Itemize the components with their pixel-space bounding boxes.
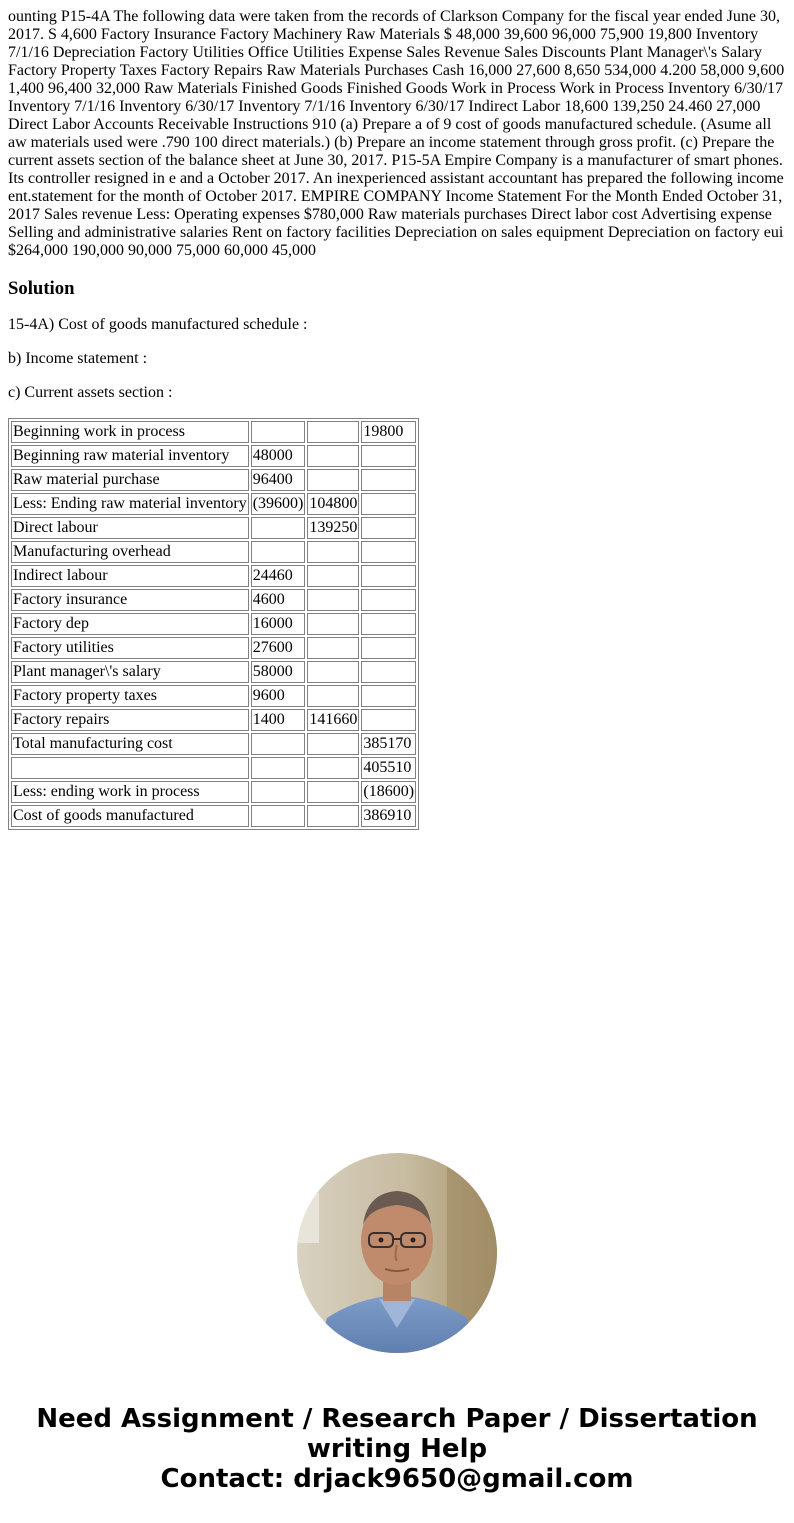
- amount-cell: 24460: [251, 565, 306, 587]
- amount-cell: [251, 757, 306, 779]
- amount-cell: [307, 421, 359, 443]
- table-row: [11, 661, 416, 683]
- amount-cell: [251, 805, 306, 827]
- promo-line-1: Need Assignment / Research Paper / Dissertation: [36, 1404, 758, 1434]
- table-row: [11, 565, 416, 587]
- amount-cell: 19800: [361, 421, 416, 443]
- table-row: [11, 685, 416, 707]
- table-row: [11, 493, 416, 515]
- amount-cell: [307, 637, 359, 659]
- table-row: [11, 589, 416, 611]
- amount-cell: [307, 781, 359, 803]
- row-label-cell: Beginning work in process: [11, 421, 249, 443]
- part-b-label: b) Income statement :: [8, 350, 148, 367]
- amount-cell: [361, 445, 416, 467]
- amount-cell: [361, 493, 416, 515]
- amount-cell: [307, 757, 359, 779]
- amount-cell: [361, 589, 416, 611]
- table-row: [11, 517, 416, 539]
- amount-cell: 1400: [251, 709, 306, 731]
- amount-cell: 48000: [251, 445, 306, 467]
- question-text: ounting P15-4A The following data were taken from the records of Clarkson Company for the fiscal year ended June 30, 2017. S 4,600 Factory Insurance Factory Machinery Raw Materials $ 48,000 39,600 96,000 75,900 19,800 Inventory 7/1/16 Depreciation Factory Utilities Office Utilities Expense Sales Revenue Sales Discounts Plant Manager\'s Salary Factory Property Taxes Factory Repairs Raw Materials Purchases Cash 16,000 27,600 8,650 534,000 4.200 58,000 9,600 1,400 96,400 32,000 Raw Materials Finished Goods Finished Goods Work in Process Work in Process Inventory 6/30/17 Inventory 7/1/16 Inventory 6/30/17 Inventory 7/1/16 Inventory 6/30/17 Indirect Labor 18,600 139,250 24.460 27,000 Direct Labor Accounts Receivable Instructions 910 (a) Prepare a of 9 cost of goods manufactured schedule. (Asume all aw materials used were .790 100 direct materials.) (b) Prepare an income statement through gross profit. (c) Prepare the current assets section of the balance sheet at June 30, 2017. P15-5A Empire Company is a manufacturer of smart phones. Its controller resigned in e and a October 2017. An inexperienced assistant accountant has prepared the following income ent.statement for the month of October 2017. EMPIRE COMPANY Income Statement For the Month Ended October 31, 2017 Sales revenue Less: Operating expenses $780,000 Raw materials purchases Direct labor cost Advertising expense Selling and administrative salaries Rent on factory facilities Depreciation on sales equipment Depreciation on factory eui $264,000 190,000 90,000 75,000 60,000 45,000: [8, 8, 785, 259]
- amount-cell: [251, 733, 306, 755]
- amount-cell: 9600: [251, 685, 306, 707]
- row-label-cell: Cost of goods manufactured: [11, 805, 249, 827]
- amount-cell: [307, 565, 359, 587]
- amount-cell: [361, 637, 416, 659]
- amount-cell: 386910: [361, 805, 416, 827]
- amount-cell: [361, 565, 416, 587]
- row-label-cell: [11, 757, 249, 779]
- table-row: [11, 805, 416, 827]
- row-label-cell: Factory utilities: [11, 637, 249, 659]
- table-row: [11, 445, 416, 467]
- amount-cell: 405510: [361, 757, 416, 779]
- amount-cell: [251, 421, 306, 443]
- table-row: [11, 709, 416, 731]
- amount-cell: [361, 517, 416, 539]
- amount-cell: [307, 733, 359, 755]
- amount-cell: [361, 661, 416, 683]
- amount-cell: 139250: [307, 517, 359, 539]
- amount-cell: 385170: [361, 733, 416, 755]
- table-row: [11, 469, 416, 491]
- amount-cell: [361, 541, 416, 563]
- amount-cell: 104800: [307, 493, 359, 515]
- table-row: [11, 421, 416, 443]
- row-label-cell: Factory property taxes: [11, 685, 249, 707]
- table-row: [11, 757, 416, 779]
- row-label-cell: Less: Ending raw material inventory: [11, 493, 249, 515]
- row-label-cell: Less: ending work in process: [11, 781, 249, 803]
- amount-cell: [251, 781, 306, 803]
- amount-cell: 27600: [251, 637, 306, 659]
- amount-cell: (18600): [361, 781, 416, 803]
- amount-cell: [307, 661, 359, 683]
- amount-cell: 16000: [251, 613, 306, 635]
- amount-cell: 4600: [251, 589, 306, 611]
- amount-cell: [307, 685, 359, 707]
- amount-cell: [307, 469, 359, 491]
- promo-contact: Contact: drjack9650@gmail.com: [160, 1464, 634, 1494]
- amount-cell: [361, 685, 416, 707]
- row-label-cell: Total manufacturing cost: [11, 733, 249, 755]
- amount-cell: [361, 613, 416, 635]
- table-row: [11, 781, 416, 803]
- row-label-cell: Factory repairs: [11, 709, 249, 731]
- cost-of-goods-manufactured-table: [8, 418, 419, 830]
- amount-cell: [251, 541, 306, 563]
- solution-heading: Solution: [8, 278, 75, 299]
- amount-cell: 141660: [307, 709, 359, 731]
- amount-cell: (39600): [251, 493, 306, 515]
- amount-cell: 58000: [251, 661, 306, 683]
- row-label-cell: Indirect labour: [11, 565, 249, 587]
- amount-cell: [361, 469, 416, 491]
- row-label-cell: Beginning raw material inventory: [11, 445, 249, 467]
- part-c-label: c) Current assets section :: [8, 384, 173, 401]
- author-avatar: [297, 1153, 497, 1353]
- promo-banner: [0, 1404, 794, 1494]
- amount-cell: [307, 541, 359, 563]
- amount-cell: [307, 589, 359, 611]
- amount-cell: 96400: [251, 469, 306, 491]
- part-a-label: 15-4A) Cost of goods manufactured schedule :: [8, 316, 308, 333]
- row-label-cell: Plant manager\'s salary: [11, 661, 249, 683]
- amount-cell: [361, 709, 416, 731]
- row-label-cell: Factory dep: [11, 613, 249, 635]
- author-photo: [297, 1153, 497, 1353]
- table-row: [11, 613, 416, 635]
- amount-cell: [251, 517, 306, 539]
- row-label-cell: Manufacturing overhead: [11, 541, 249, 563]
- amount-cell: [307, 805, 359, 827]
- row-label-cell: Direct labour: [11, 517, 249, 539]
- row-label-cell: Factory insurance: [11, 589, 249, 611]
- row-label-cell: Raw material purchase: [11, 469, 249, 491]
- table-row: [11, 541, 416, 563]
- table-row: [11, 637, 416, 659]
- promo-line-2: writing Help: [306, 1434, 488, 1464]
- table-row: [11, 733, 416, 755]
- amount-cell: [307, 445, 359, 467]
- amount-cell: [307, 613, 359, 635]
